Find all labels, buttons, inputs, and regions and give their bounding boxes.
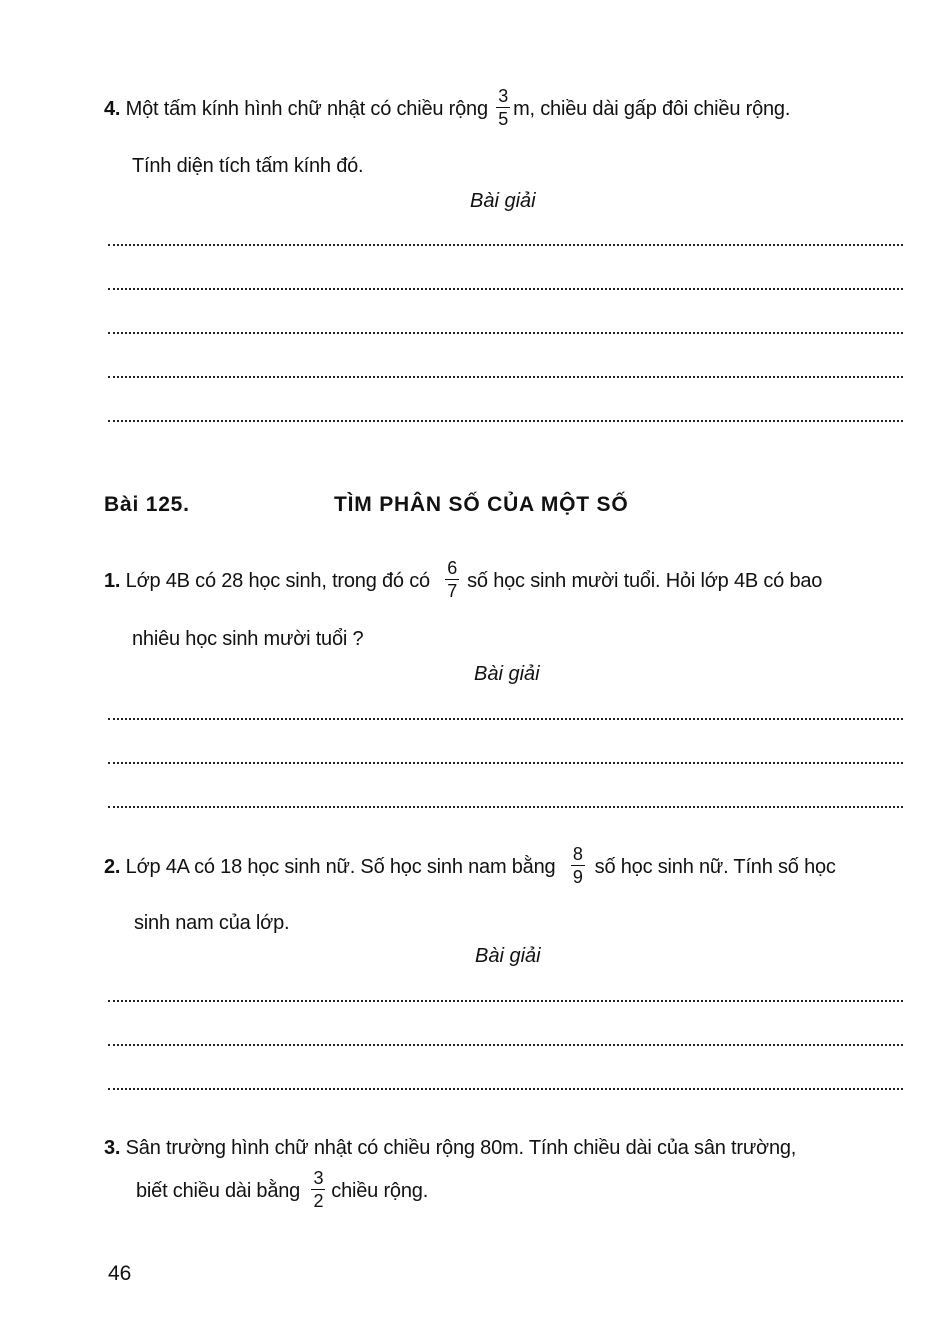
fraction-bar bbox=[311, 1189, 325, 1190]
problem-1-line-1 bbox=[104, 560, 822, 603]
answer-line[interactable] bbox=[108, 718, 903, 720]
problem-text: m, chiều dài gấp đôi chiều rộng. bbox=[513, 97, 791, 120]
answer-line[interactable] bbox=[108, 288, 903, 290]
problem-2-line-1 bbox=[104, 846, 836, 889]
problem-4-line-1 bbox=[104, 88, 790, 131]
answer-line[interactable] bbox=[108, 332, 903, 334]
problem-3-line-1 bbox=[104, 1136, 796, 1160]
solution-label: Bài giải bbox=[475, 945, 541, 967]
fraction bbox=[496, 86, 510, 129]
problem-3-line-2 bbox=[136, 1170, 428, 1213]
fraction bbox=[571, 844, 585, 887]
problem-2-line-2: sinh nam của lớp. bbox=[134, 912, 290, 934]
fraction-bar bbox=[445, 579, 459, 580]
fraction bbox=[311, 1168, 325, 1211]
fraction-denominator: 9 bbox=[572, 867, 583, 887]
problem-text: Một tấm kính hình chữ nhật có chiều rộng bbox=[125, 97, 488, 120]
problem-number: 4. bbox=[104, 97, 121, 120]
fraction-numerator: 3 bbox=[313, 1168, 324, 1188]
problem-text: biết chiều dài bằng bbox=[136, 1179, 301, 1202]
solution-label: Bài giải bbox=[474, 663, 540, 685]
answer-line[interactable] bbox=[108, 420, 903, 422]
problem-4-line-2: Tính diện tích tấm kính đó. bbox=[132, 155, 364, 177]
solution-label: Bài giải bbox=[470, 190, 536, 212]
problem-text: số học sinh mười tuổi. Hỏi lớp 4B có bao bbox=[467, 569, 823, 592]
answer-line[interactable] bbox=[108, 1088, 903, 1090]
problem-text: số học sinh nữ. Tính số học bbox=[594, 855, 836, 878]
answer-line[interactable] bbox=[108, 1000, 903, 1002]
fraction-denominator: 5 bbox=[498, 109, 509, 129]
problem-text: chiều rộng. bbox=[331, 1179, 429, 1202]
fraction-bar bbox=[496, 107, 510, 108]
problem-number: 3. bbox=[104, 1137, 121, 1159]
problem-1-line-2: nhiêu học sinh mười tuổi ? bbox=[132, 628, 364, 650]
fraction-denominator: 7 bbox=[447, 581, 458, 601]
problem-number: 2. bbox=[104, 855, 121, 878]
problem-text: Lớp 4B có 28 học sinh, trong đó có bbox=[125, 569, 430, 592]
problem-text: Lớp 4A có 18 học sinh nữ. Số học sinh nam bằng bbox=[125, 855, 556, 878]
problem-text: Sân trường hình chữ nhật có chiều rộng 80m. Tính chiều dài của sân trường, bbox=[125, 1137, 797, 1159]
page-number: 46 bbox=[108, 1262, 132, 1285]
answer-line[interactable] bbox=[108, 762, 903, 764]
answer-line[interactable] bbox=[108, 1044, 903, 1046]
fraction-numerator: 6 bbox=[447, 558, 458, 578]
lesson-code: Bài 125. bbox=[104, 493, 190, 516]
answer-line[interactable] bbox=[108, 244, 903, 246]
fraction-numerator: 8 bbox=[572, 844, 583, 864]
fraction bbox=[445, 558, 459, 601]
fraction-denominator: 2 bbox=[313, 1191, 324, 1211]
fraction-bar bbox=[571, 865, 585, 866]
answer-line[interactable] bbox=[108, 376, 903, 378]
problem-number: 1. bbox=[104, 569, 121, 592]
fraction-numerator: 3 bbox=[498, 86, 509, 106]
lesson-title: TÌM PHÂN SỐ CỦA MỘT SỐ bbox=[334, 493, 629, 516]
answer-line[interactable] bbox=[108, 806, 903, 808]
